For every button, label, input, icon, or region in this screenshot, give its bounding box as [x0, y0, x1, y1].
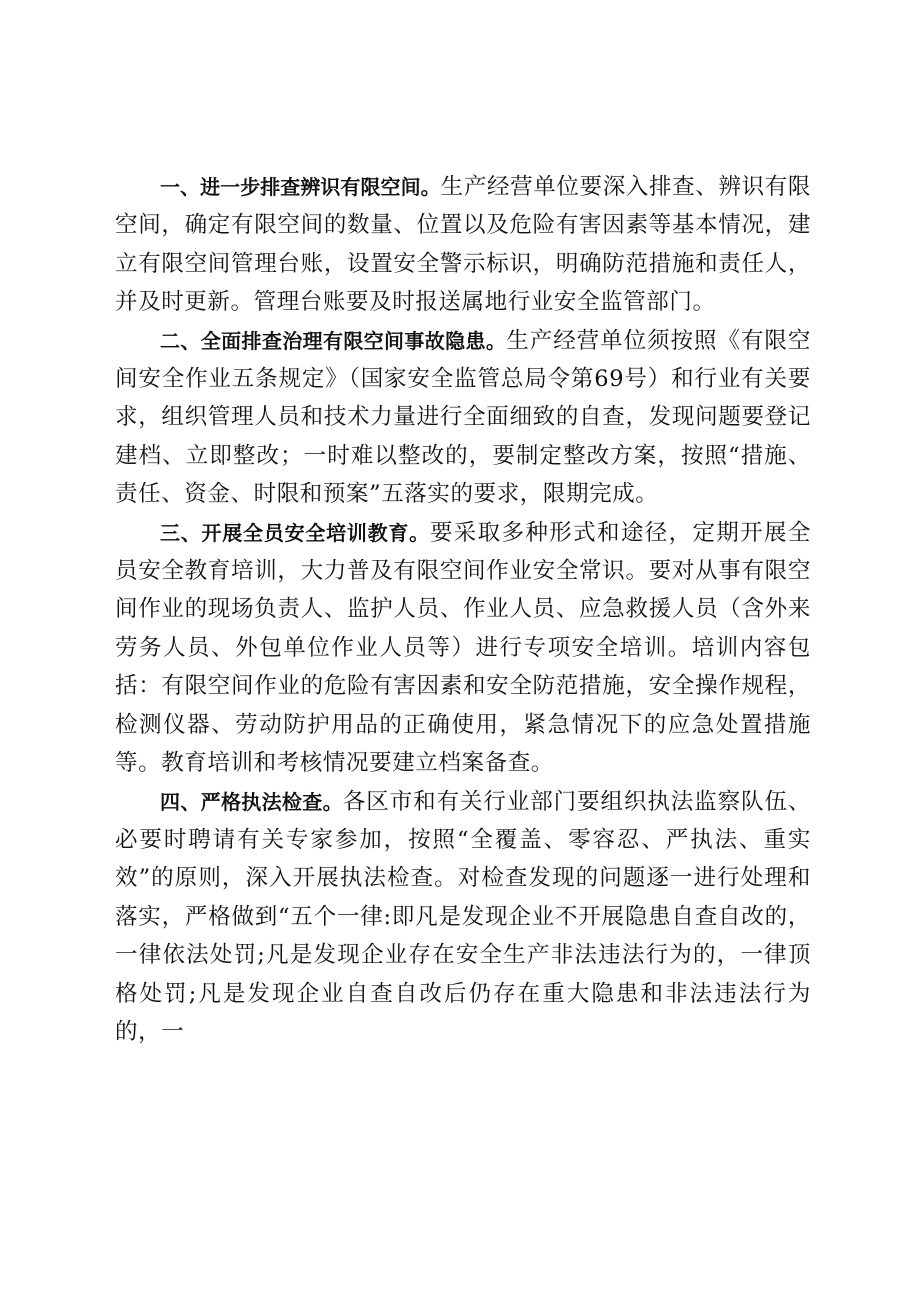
paragraph-1 [115, 168, 811, 322]
paragraph-4 [115, 783, 811, 1052]
paragraph-3-text: 要采取多种形式和途径，定期开展全员安全教育培训，大力普及有限空间作业安全常识。要对从事有限空间作业的现场负责人、监护人员、作业人员、应急救援人员（含外来劳务人员、外包单位作业人员等）进行专项安全培训。培训内容包括：有限空间作业的危险有害因素和安全防范措施，安全操作规程，检测仪器、劳动防护用品的正确使用，紧急情况下的应急处置措施等。教育培训和考核情况要建立档案备查。 [115, 519, 811, 777]
paragraph-3-heading: 三、开展全员安全培训教育。 [160, 520, 430, 545]
document-page [115, 168, 811, 1051]
paragraph-4-text: 各区市和有关行业部门要组织执法监察队伍、必要时聘请有关专家参加，按照“全覆盖、零容忍、严执法、重实效”的原则，深入开展执法检查。对检查发现的问题逐一进行处理和落实，严格做到“五个一律:即凡是发现企业不开展隐患自查自改的，一律依法处罚;凡是发现企业存在安全生产非法违法行为的，一律顶格处罚;凡是发现企业自查自改后仍存在重大隐患和非法违法行为的，一 [115, 788, 811, 1045]
paragraph-3 [115, 514, 811, 783]
paragraph-2 [115, 322, 811, 514]
paragraph-4-heading: 四、严格执法检查。 [160, 789, 343, 814]
paragraph-2-text: 生产经营单位须按照《有限空间安全作业五条规定》（国家安全监管总局令第69号）和行业有关要求，组织管理人员和技术力量进行全面细致的自查，发现问题要登记建档、立即整改；一时难以整改的，要制定整改方案，按照“措施、责任、资金、时限和预案”五落实的要求，限期完成。 [115, 327, 811, 508]
paragraph-1-heading: 一、进一步排查辨识有限空间。 [160, 175, 441, 199]
paragraph-2-heading: 二、全面排查治理有限空间事故隐患。 [160, 328, 507, 353]
paragraph-1-text: 生产经营单位要深入排查、辨识有限空间，确定有限空间的数量、位置以及危险有害因素等基本情况，建立有限空间管理台账，设置安全警示标识，明确防范措施和责任人，并及时更新。管理台账要及时报送属地行业安全监管部门。 [115, 174, 811, 316]
